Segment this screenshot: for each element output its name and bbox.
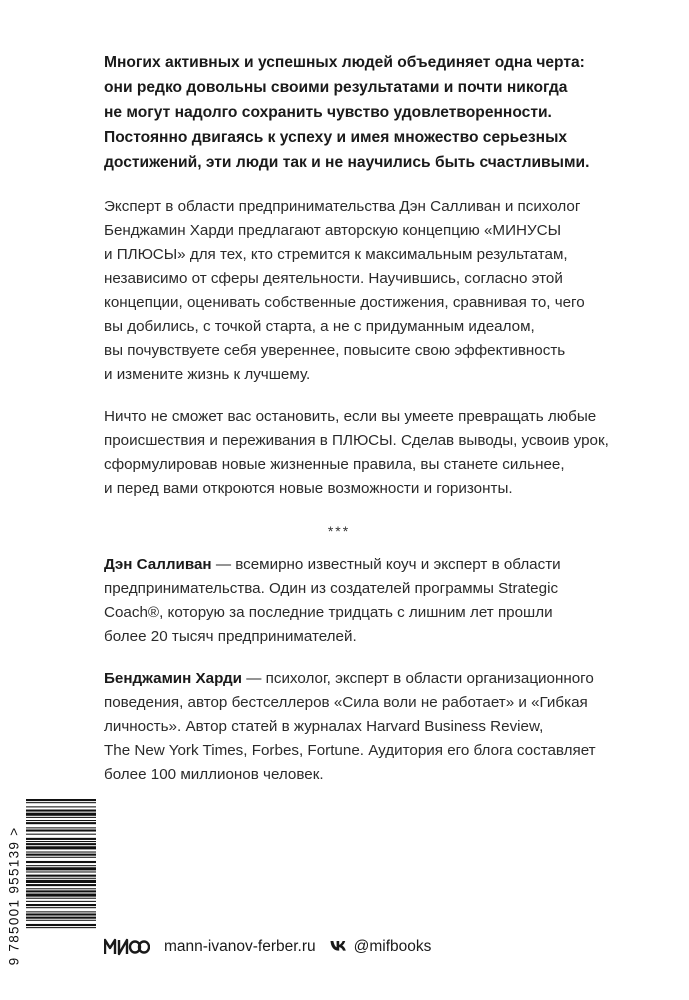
lead-line: не могут надолго сохранить чувство удовлетворенности. — [104, 104, 552, 121]
paragraph-line: и перед вами откроются новые возможности и горизонты. — [104, 480, 513, 497]
description-paragraph — [104, 195, 585, 387]
author-bio-sullivan — [104, 553, 574, 649]
author-name: Бенджамин Харди — [104, 670, 242, 687]
publisher-logo — [104, 938, 150, 956]
back-cover-text — [104, 50, 609, 805]
bio-line: предпринимательства. Один из создателей программы Strategic — [104, 580, 559, 597]
publisher-website: mann-ivanov-ferber.ru — [164, 938, 316, 955]
isbn-digits-text: 9 785001 955139 > — [6, 826, 22, 966]
bio-text: — всемирно известный коуч и эксперт в области — [211, 556, 561, 573]
bio-line: более 20 тысяч предпринимателей. — [104, 628, 357, 645]
bio-line: личность». Автор статей в журналах Harvard Business Review, — [104, 718, 544, 735]
lead-paragraph — [104, 50, 590, 175]
paragraph-line: независимо от сферы деятельности. Научившись, согласно этой — [104, 270, 563, 287]
bio-first-line — [104, 667, 594, 691]
paragraph-line: Бенджамин Харди предлагают авторскую концепцию «МИНУСЫ — [104, 222, 562, 239]
lead-line: Многих активных и успешных людей объединяет одна черта: — [104, 54, 585, 71]
lead-line: Постоянно двигаясь к успеху и имея множество серьезных — [104, 129, 568, 146]
paragraph-line: происшествия и переживания в ПЛЮСЫ. Сделав выводы, усвоив урок, — [104, 432, 609, 449]
paragraph-line: Эксперт в области предпринимательства Дэн Салливан и психолог — [104, 198, 581, 215]
bio-line: Coach®, которую за последние тридцать с лишним лет прошли — [104, 604, 553, 621]
bio-line: более 100 миллионов человек. — [104, 766, 324, 783]
paragraph-line: и ПЛЮСЫ» для тех, кто стремится к максимальным результатам, — [104, 246, 568, 263]
bio-first-line — [104, 553, 574, 577]
paragraph-line: вы почувствуете себя увереннее, повысите свою эффективность — [104, 342, 566, 359]
paragraph-line: сформулировав новые жизненные правила, вы станете сильнее, — [104, 456, 565, 473]
section-separator: *** — [327, 523, 351, 539]
paragraph-line: концепции, оценивать собственные достижения, сравнивая то, чего — [104, 294, 585, 311]
bio-text: — психолог, эксперт в области организационного — [242, 670, 594, 687]
paragraph-line: Ничто не сможет вас остановить, если вы умеете превращать любые — [104, 408, 597, 425]
motivation-paragraph — [104, 405, 609, 501]
vk-icon — [330, 940, 348, 955]
lead-line: они редко довольны своими результатами и почти никогда — [104, 79, 568, 96]
isbn-number — [2, 800, 24, 995]
bio-line: The New York Times, Forbes, Fortune. Аудитория его блога составляет — [104, 742, 596, 759]
social-handle: @mifbooks — [353, 938, 432, 955]
publisher-footer — [104, 935, 431, 959]
author-bio-hardy — [104, 667, 596, 787]
lead-line: достижений, эти люди так и не научились быть счастливыми. — [104, 154, 590, 171]
bio-line: поведения, автор бестселлеров «Сила воли не работает» и «Гибкая — [104, 694, 588, 711]
author-name: Дэн Салливан — [104, 556, 212, 573]
mif-logo-icon — [104, 938, 150, 956]
paragraph-line: вы добились, с точкой старта, а не с придуманным идеалом, — [104, 318, 535, 335]
paragraph-line: и измените жизнь к лучшему. — [104, 366, 311, 383]
